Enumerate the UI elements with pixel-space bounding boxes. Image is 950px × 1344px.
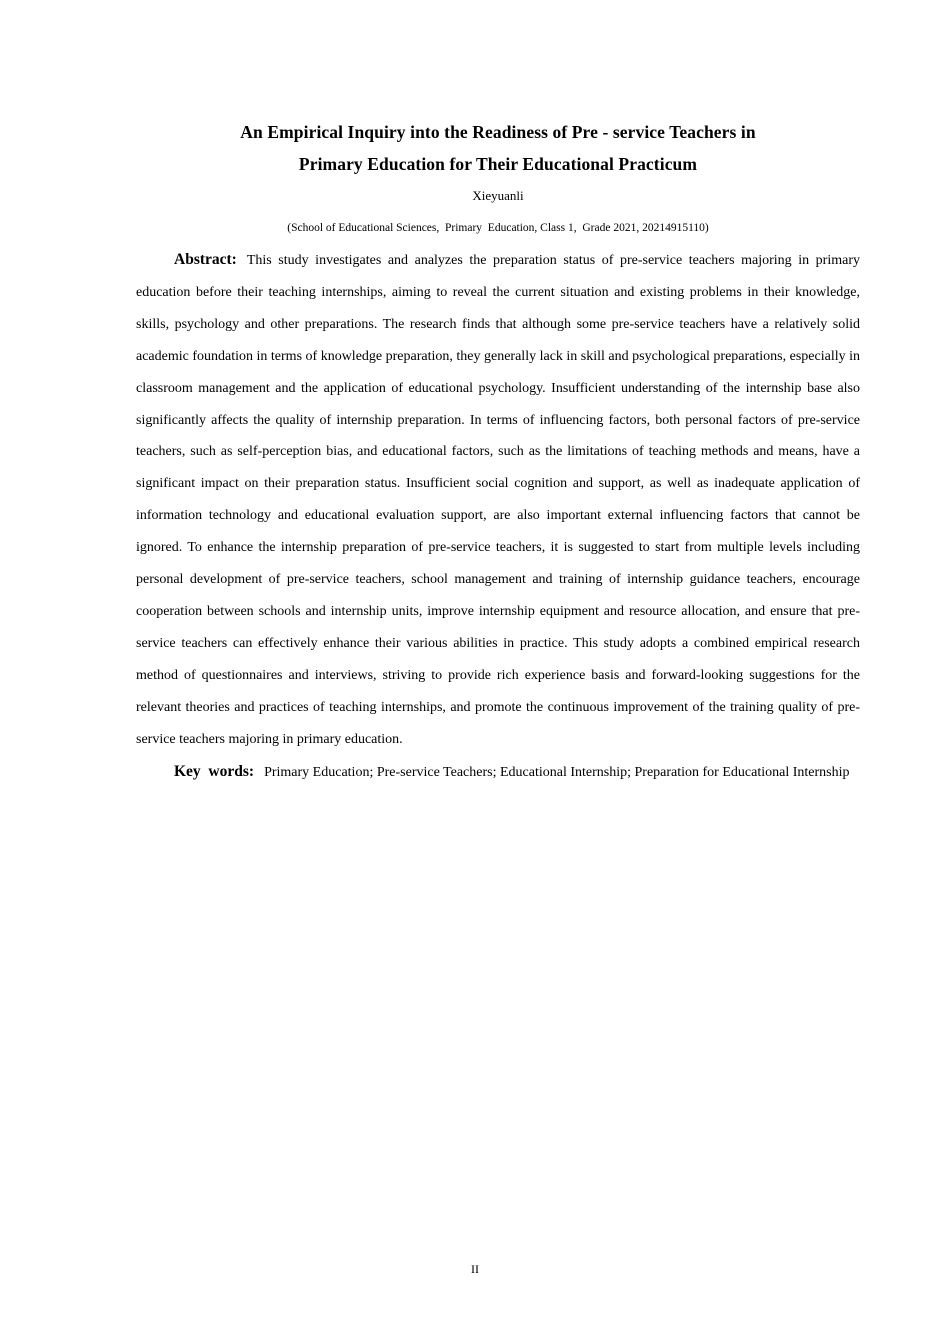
paper-title	[136, 116, 860, 180]
author-name: Xieyuanli	[472, 188, 524, 203]
paper-title-line2: Primary Education for Their Educational Practicum	[298, 154, 698, 174]
author-affiliation: (School of Educational Sciences, Primary Education, Class 1, Grade 2021, 20214915110)	[287, 222, 709, 234]
page-number: II	[471, 1262, 479, 1276]
page-content	[136, 116, 860, 788]
abstract-text: This study investigates and analyzes the preparation status of pre-service teachers majoring in primary education before their teaching internships, aiming to reveal the current situation and existing problems in their knowledge, skills, psychology and other preparations. The research finds that although some pre-service teachers have a relatively solid academic foundation in terms of knowledge preparation, they generally lack in skill and psychological preparations, especially in classroom management and the application of educational psychology. Insufficient understanding of the internship base also significantly affects the quality of internship preparation. In terms of influencing factors, both personal factors of pre-service teachers, such as self-perception bias, and educational factors, such as the limitations of teaching methods and means, have a significant impact on their preparation status. Insufficient social cognition and support, as well as inadequate application of information technology and educational evaluation support, are also important external influencing factors that cannot be ignored. To enhance the internship preparation of pre-service teachers, it is suggested to start from multiple levels including personal development of pre-service teachers, school management and training of internship guidance teachers, encourage cooperation between schools and internship units, improve internship equipment and resource allocation, and ensure that pre-service teachers can effectively enhance their various abilities in practice. This study adopts a combined empirical research method of questionnaires and interviews, striving to provide rich experience basis and forward-looking suggestions for the relevant theories and practices of teaching internships, and promote the continuous improvement of the training quality of pre-service teachers majoring in primary education.	[136, 253, 860, 747]
keywords-paragraph	[136, 756, 860, 789]
keywords-text: Primary Education; Pre-service Teachers; Educational Internship; Preparation for Educational Internship	[264, 764, 850, 780]
paper-title-line1: An Empirical Inquiry into the Readiness of Pre - service Teachers in	[240, 122, 756, 142]
abstract-paragraph	[136, 244, 860, 756]
abstract-label: Abstract:	[174, 251, 237, 268]
keywords-label: Key words:	[174, 762, 255, 780]
